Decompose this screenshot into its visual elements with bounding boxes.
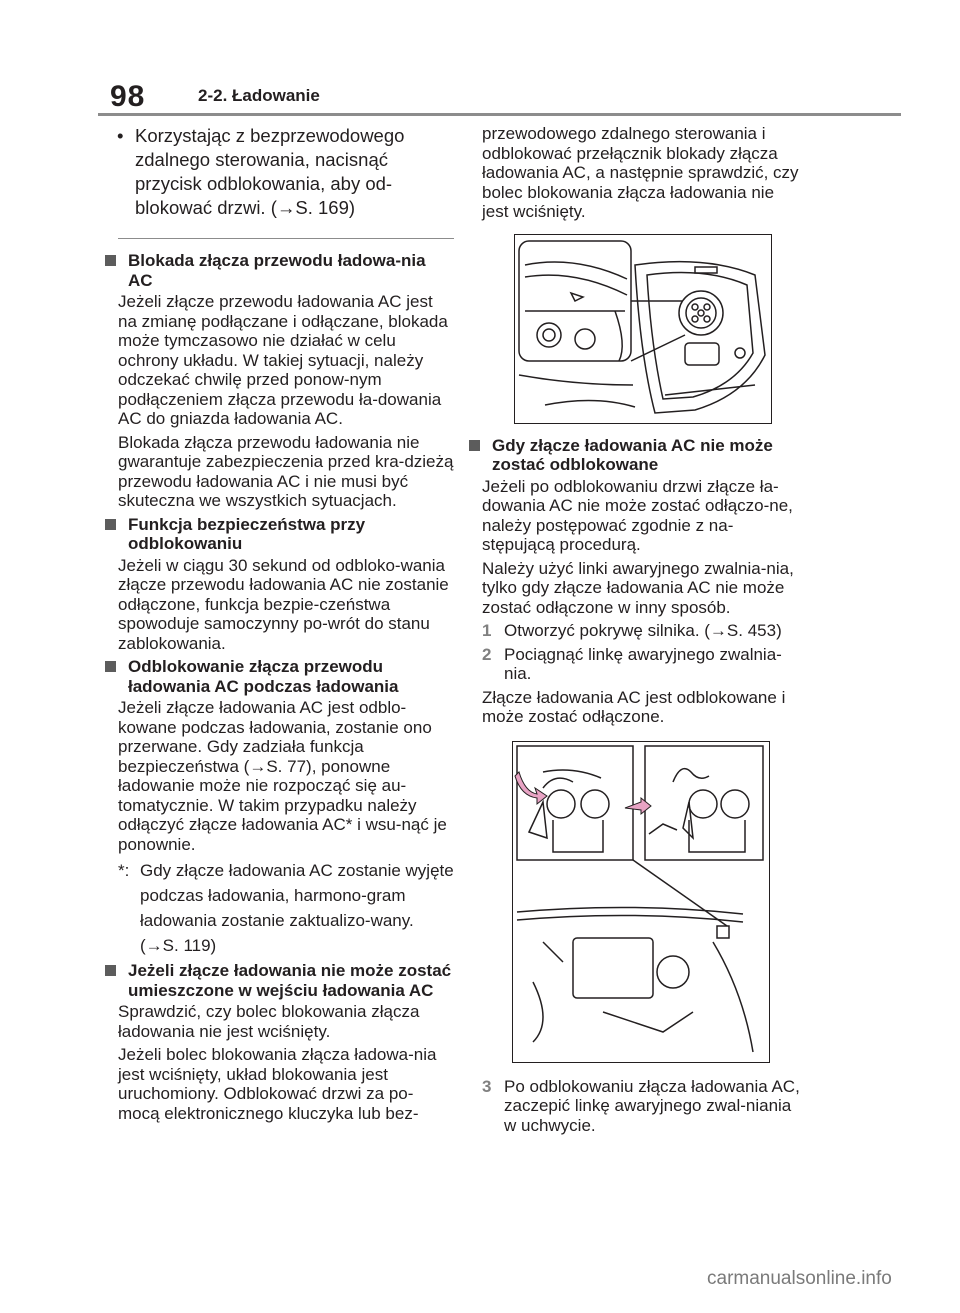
footnote-text: Gdy złącze ładowania AC zostanie wyjęte podczas ładowania, harmono-gram ładowania zostanie zaktualizo-wany. (→S. 119) xyxy=(140,861,454,955)
paragraph: Należy użyć linki awaryjnego zwalnia-nia, tylko gdy złącze ładowania AC nie może zostać odłączone w inny sposób. xyxy=(482,558,794,617)
heading-connector-lock: Blokada złącza przewodu ładowa-nia AC xyxy=(103,251,454,290)
intro-bullet xyxy=(108,124,454,220)
step-text: Po odblokowaniu złącza ładowania AC, zaczepić linkę awaryjnego zwal-niania w uchwycie. xyxy=(504,1076,800,1135)
emergency-release-figure xyxy=(512,741,770,1063)
right-column xyxy=(482,124,802,1139)
heading-square-icon xyxy=(469,440,480,451)
charging-inlet-figure xyxy=(514,234,772,424)
paragraph: Blokada złącza przewodu ładowania nie gwarantuje zabezpieczenia przed kra-dzieżą przewodu ładowania AC i nie musi być skuteczna we wszystkich sytuacjach. xyxy=(118,432,454,510)
left-column xyxy=(118,124,454,1127)
step-number: 1 xyxy=(482,621,492,640)
paragraph: Złącze ładowania AC jest odblokowane i może zostać odłączone. xyxy=(482,687,786,726)
section-title: 2-2. Ładowanie xyxy=(198,86,320,105)
paragraph: Jeżeli w ciągu 30 sekund od odbloko-wania złącze przewodu ładowania AC nie zostanie odłączone, funkcja bezpie-czeństwa spowoduje samoczynny po-wrót do stanu zablokowania. xyxy=(118,555,449,653)
paragraph-continuation: przewodowego zdalnego sterowania i odblokować przełącznik blokady złącza ładowania AC, a następnie sprawdzić, czy bolec blokowania złącza ładowania nie jest wciśnięty. xyxy=(482,124,799,221)
step-text: Otworzyć pokrywę silnika. (→S. 453) xyxy=(504,621,782,640)
page-header xyxy=(0,0,960,120)
page-number: 98 xyxy=(110,80,146,113)
paragraph: Sprawdzić, czy bolec blokowania złącza ładowania nie jest wciśnięty. xyxy=(118,1002,420,1041)
footnote-mark: *: xyxy=(118,861,130,880)
footnote xyxy=(118,858,454,958)
paragraph: Jeżeli złącze ładowania AC jest odblo-kowane podczas ładowania, zostanie ono przerwane. Gdy zadziała funkcja bezpieczeństwa (→S. 77), ponowne ładowanie może nie rozpocząć się au-tomatycznie. W takim przypadku należy odłączyć złącze ładowania AC* i wsu-nąć je ponownie. xyxy=(118,698,447,854)
watermark: carmanualsonline.info xyxy=(707,1268,892,1289)
step-3 xyxy=(482,1077,802,1136)
step-1 xyxy=(482,621,802,641)
paragraph: Jeżeli po odblokowaniu drzwi złącze ła-dowania AC nie może zostać odłączo-ne, należy postępować zgodnie z na-stępującą procedurą. xyxy=(482,476,793,554)
heading-square-icon xyxy=(105,519,116,530)
heading-square-icon xyxy=(105,255,116,266)
heading-unlock-during-charging: Odblokowanie złącza przewodu ładowania AC podczas ładowania xyxy=(103,657,454,696)
step-number: 2 xyxy=(482,644,492,664)
paragraph: Jeżeli bolec blokowania złącza ładowa-nia jest wciśnięty, układ blokowania jest uruchomiony. Odblokować drzwi za po-mocą elektronicznego kluczyka lub bez- xyxy=(118,1045,437,1123)
heading-cannot-insert: Jeżeli złącze ładowania nie może zostać umieszczone w wejściu ładowania AC xyxy=(103,961,454,1000)
bullet-dot: • xyxy=(117,125,124,146)
header-rule xyxy=(98,113,901,116)
step-number: 3 xyxy=(482,1076,492,1096)
section-divider xyxy=(118,238,454,239)
paragraph: Jeżeli złącze przewodu ładowania AC jest na zmianę podłączane i odłączane, blokada może tymczasowo nie działać w celu ochrony układu. W takiej sytuacji, należy odczekać chwilę przed ponow-nym podłączeniem złącza przewodu ła-dowania AC do gniazda ładowania AC. xyxy=(118,292,448,428)
heading-unlock-safety: Funkcja bezpieczeństwa przy odblokowaniu xyxy=(103,515,454,554)
step-text: Pociągnąć linkę awaryjnego zwalnia-nia. xyxy=(504,644,782,683)
heading-cannot-unlock: Gdy złącze ładowania AC nie może zostać odblokowane xyxy=(467,436,802,475)
heading-square-icon xyxy=(105,965,116,976)
emergency-release-illustration xyxy=(513,742,769,1062)
step-2 xyxy=(482,645,802,684)
charging-inlet-illustration xyxy=(515,235,771,423)
heading-square-icon xyxy=(105,661,116,672)
intro-bullet-text: Korzystając z bezprzewodowego zdalnego sterowania, nacisnąć przycisk odblokowania, aby od-blokować drzwi. (→S. 169) xyxy=(135,125,405,218)
